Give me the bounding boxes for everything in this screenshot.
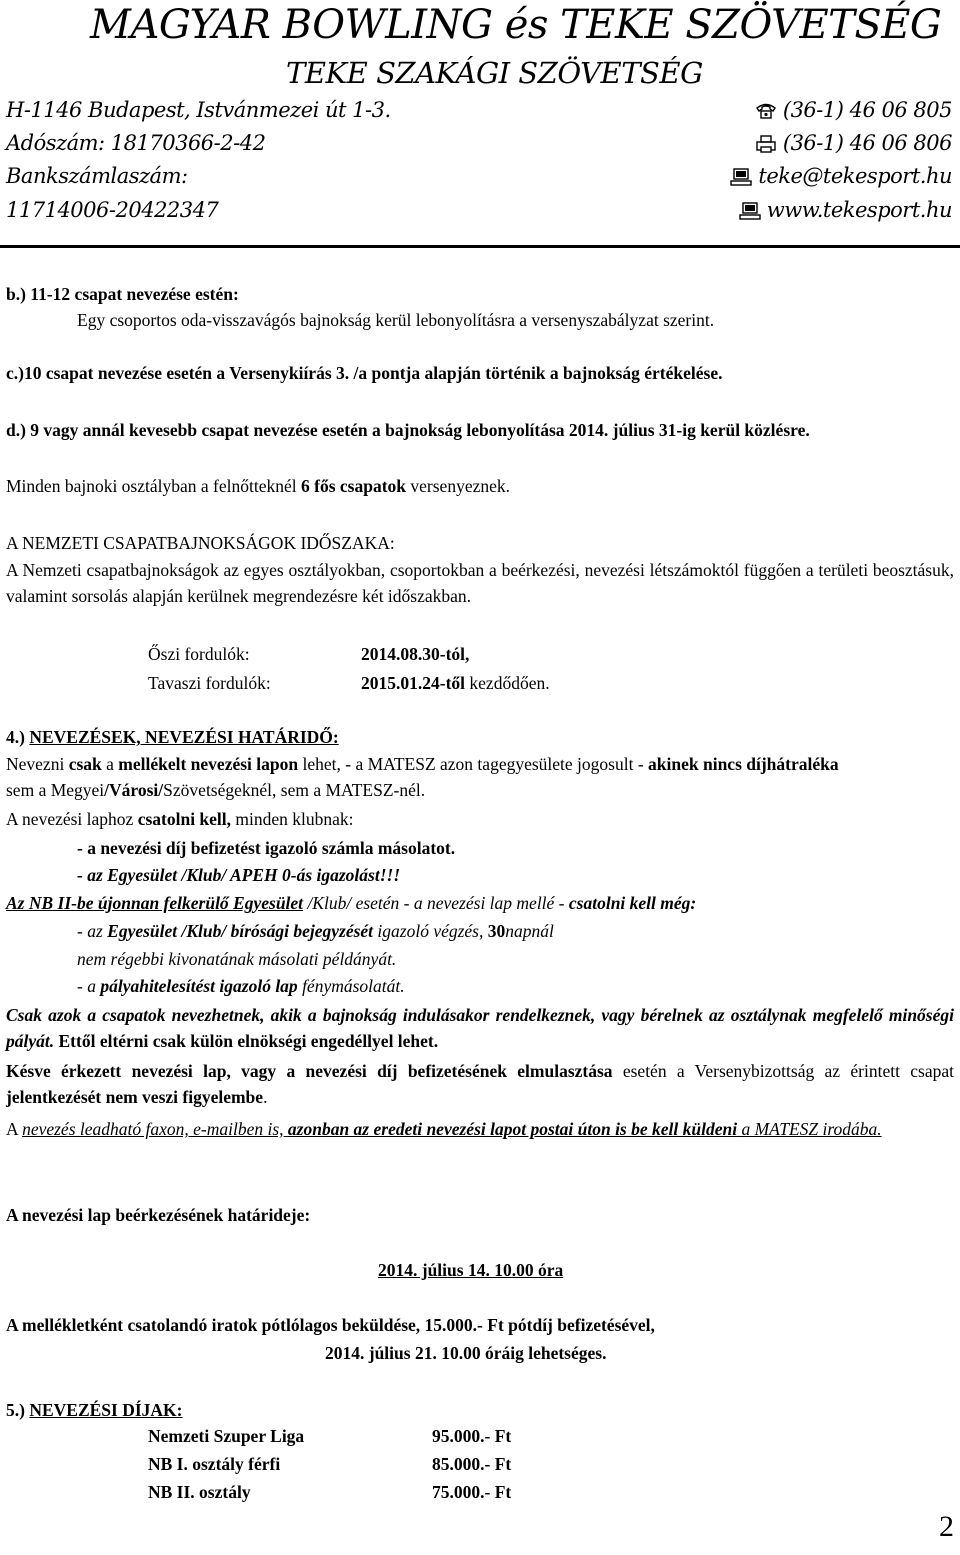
email-address[interactable]: teke@tekesport.hu (758, 164, 952, 188)
fax-number: (36-1) 46 06 806 (782, 131, 952, 155)
phone-line (755, 98, 952, 122)
spring-date: 2015.01.24-től (361, 673, 466, 693)
entries-p5 (6, 1116, 954, 1142)
period-text: A Nemzeti csapatbajnokságok az egyes osztályokban, csoportokban a beérkezési, nevezési létszámoktól függően a területi beosztásuk, valamint sorsolás alapján kerülnek megrendezésre két időszakban. (6, 560, 954, 606)
fax-line (755, 131, 952, 155)
nb2-part: Az NB II-be újonnan felkerülő Egyesület (6, 893, 304, 913)
entries-p4 (6, 1058, 954, 1110)
section-b-text: Egy csoportos oda-visszavágós bajnokság kerül lebonyolításra a versenyszabályzat szerint. (77, 310, 715, 330)
entries-heading (6, 724, 339, 750)
late-submission-2: 2014. július 21. 10.00 óráig lehetséges. (325, 1343, 607, 1363)
p5-part: azonban az eredeti nevezési lapot postai úton is be kell küldeni (287, 1119, 738, 1139)
entries-p2 (6, 806, 354, 832)
section-d: d.) 9 vagy annál kevesebb csapat nevezése esetén a bajnokság lebonyolítása 2014. július 31-ig kerül közlésre. (6, 420, 810, 440)
entries-p1 (6, 751, 954, 803)
nb2-3-part: fénymásolatát. (297, 976, 405, 996)
nb2-1-part: 30 (487, 921, 506, 941)
header-divider (0, 245, 960, 248)
fee-amount: 85.000.- Ft (432, 1454, 512, 1474)
p1-part: a (101, 754, 119, 774)
entries-p3 (6, 1002, 954, 1054)
bank-label: Bankszámlaszám: (6, 164, 188, 188)
p1-part: Nevezni (6, 754, 69, 774)
section-b-heading: b.) 11-12 csapat nevezése estén: (6, 284, 239, 304)
fax-icon (755, 134, 777, 152)
fees-heading-num: 5.) (6, 1400, 30, 1420)
fee-name: NB II. osztály (148, 1482, 251, 1502)
period-heading: A NEMZETI CSAPATBAJNOKSÁGOK IDŐSZAKA: (6, 533, 395, 553)
teams-line-pre: Minden bajnoki osztályban a felnőtteknél (6, 476, 301, 496)
page-number: 2 (939, 1510, 954, 1543)
p5-part: nevezés leadható faxon, e-mailben is, (22, 1119, 288, 1139)
p1-part: sem a Megyei (6, 780, 105, 800)
entries-heading-num: 4.) (6, 727, 30, 747)
p5-part: a MATESZ irodába. (737, 1119, 882, 1139)
computer-icon (730, 167, 752, 185)
bank-number: 11714006-20422347 (6, 198, 219, 222)
nb2-3-part: - a (77, 976, 101, 996)
entries-heading-text: NEVEZÉSEK, NEVEZÉSI HATÁRIDŐ: (29, 727, 339, 747)
p1-part: mellékelt nevezési lapon (118, 754, 299, 774)
p2-part: csatolni kell, (137, 809, 232, 829)
web-line (739, 198, 952, 222)
nb2-1-part: - az (77, 921, 108, 941)
nb2-item-2 (77, 973, 405, 999)
teams-line-bold: 6 fős csapatok (301, 476, 407, 496)
teams-line (6, 473, 510, 499)
fee-name: Nemzeti Szuper Liga (148, 1426, 305, 1446)
fee-name: NB I. osztály férfi (148, 1454, 281, 1474)
spring-date-rest: kezdődően. (465, 673, 550, 693)
fees-heading-text: NEVEZÉSI DÍJAK: (29, 1400, 183, 1420)
spring-label: Tavaszi fordulók: (148, 673, 271, 693)
p2-part: minden klubnak: (231, 809, 354, 829)
late-submission-1: A mellékletként csatolandó iratok pótlólagos beküldése, 15.000.- Ft pótdíj befizetésével, (6, 1315, 655, 1335)
p1-part: lehet, - a MATESZ azon tagegyesülete jogosult - (298, 754, 649, 774)
org-title: MAGYAR BOWLING és TEKE SZÖVETSÉG (90, 2, 942, 48)
nb2-3-part: pályahitelesítést igazoló lap (100, 976, 298, 996)
p3-part: Ettől eltérni csak külön elnökségi engedéllyel lehet. (58, 1031, 439, 1051)
autumn-value: 2014.08.30-tól, (361, 644, 470, 664)
fee-amount: 95.000.- Ft (432, 1426, 512, 1446)
autumn-label: Őszi fordulók: (148, 644, 250, 664)
nb2-part: /Klub/ esetén - a nevezési lap mellé - (303, 893, 569, 913)
p4-part: . (263, 1087, 268, 1107)
nb2-1-part: napnál (505, 921, 554, 941)
nb2-item-1 (77, 918, 554, 944)
p1-part: /Városi/ (104, 780, 164, 800)
p1-part: Szövetségeknél, sem a MATESZ-nél. (163, 780, 426, 800)
deadline-date: 2014. július 14. 10.00 óra (378, 1260, 564, 1280)
nb2-1-part: Egyesület /Klub/ bírósági bejegyzését (107, 921, 374, 941)
section-c: c.)10 csapat nevezése esetén a Versenykiírás 3. /a pontja alapján történik a bajnokság értékelése. (6, 363, 723, 383)
nb2-1-part: igazoló végzés, (373, 921, 488, 941)
phone-number: (36-1) 46 06 805 (782, 98, 952, 122)
fees-heading (6, 1397, 183, 1423)
computer-icon (739, 201, 761, 219)
phone-icon (755, 101, 777, 119)
requirement-2: - az Egyesület /Klub/ APEH 0-ás igazolást!!! (77, 865, 401, 885)
p5-part: A (6, 1119, 23, 1139)
p1-part: csak (68, 754, 102, 774)
p1-part: akinek nincs díjhátraléka (648, 754, 839, 774)
p4-part: esetén a Versenybizottság az érintett csapat (612, 1061, 954, 1081)
address: H-1146 Budapest, Istvánmezei út 1-3. (6, 98, 391, 122)
teams-line-post: versenyeznek. (406, 476, 510, 496)
requirement-1: - a nevezési díj befizetést igazoló számla másolatot. (77, 838, 456, 858)
nb2-line (6, 890, 696, 916)
p3-part: Csak azok a csapatok nevezhetnek, akik a bajnokság indulásakor rendelkeznek, vagy bérelnek az osztálynak megfelelő minőségi pályát. (6, 1005, 954, 1051)
nb2-part: csatolni kell még: (568, 893, 697, 913)
org-subtitle: TEKE SZAKÁGI SZÖVETSÉG (286, 56, 703, 90)
p4-part: Késve érkezett nevezési lap, vagy a nevezési díj befizetésének elmulasztása (6, 1061, 613, 1081)
website-url[interactable]: www.tekesport.hu (766, 198, 952, 222)
nb2-item-1-cont: nem régebbi kivonatának másolati példányát. (77, 949, 397, 969)
spring-value (361, 673, 550, 694)
email-line (730, 164, 952, 188)
p4-part: jelentkezését nem veszi figyelembe (6, 1087, 264, 1107)
fee-amount: 75.000.- Ft (432, 1482, 512, 1502)
deadline-label: A nevezési lap beérkezésének határideje: (6, 1205, 311, 1225)
p2-part: A nevezési laphoz (6, 809, 138, 829)
tax-id: Adószám: 18170366-2-42 (6, 131, 266, 155)
